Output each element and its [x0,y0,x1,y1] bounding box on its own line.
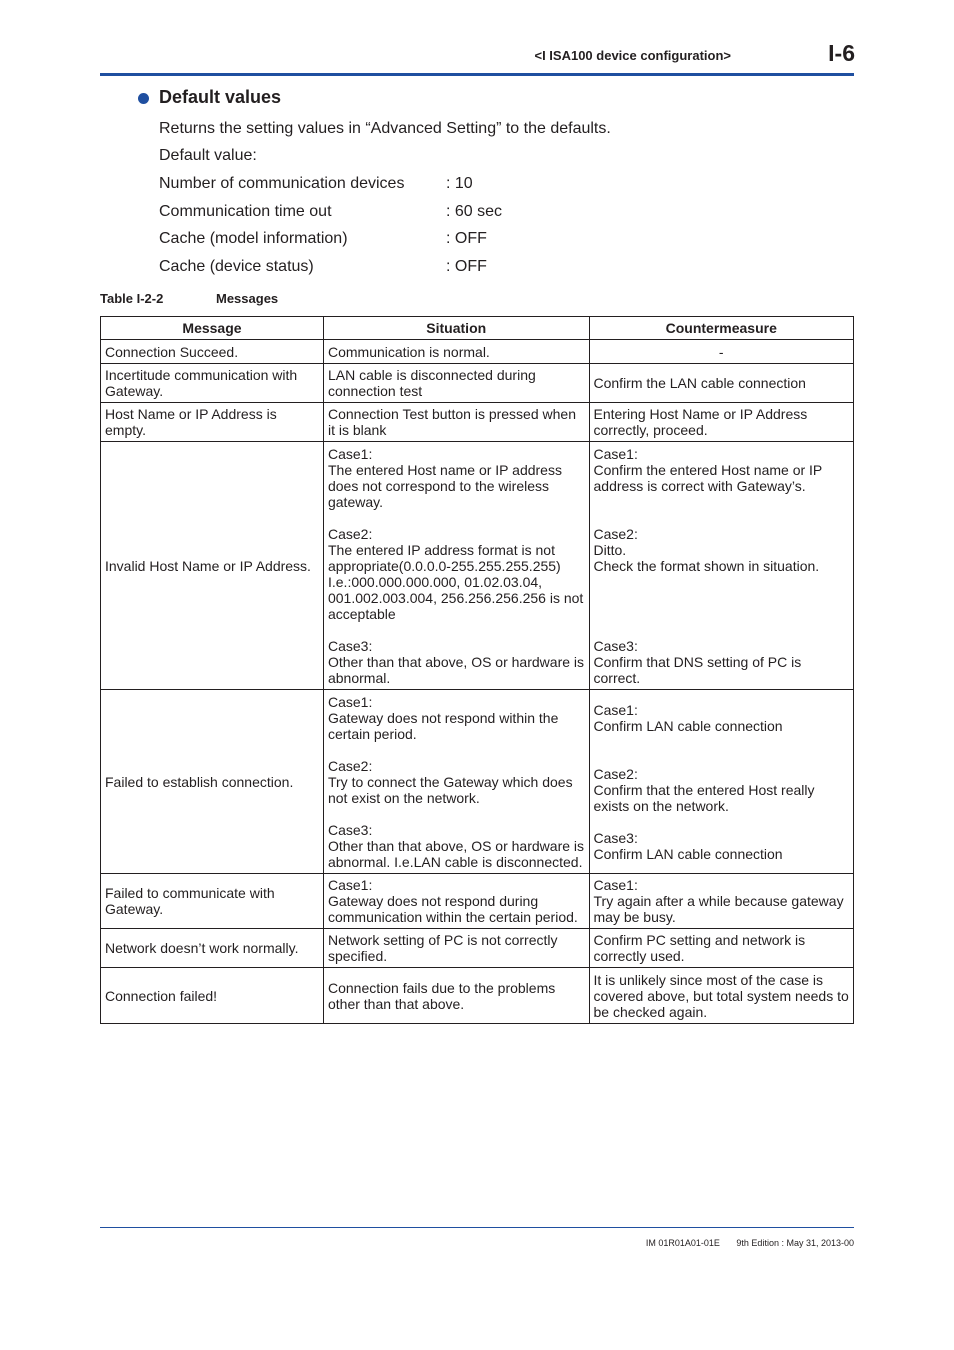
page-number: I-6 [828,40,855,66]
default-name: Cache (model information) [159,230,348,247]
default-name: Communication time out [159,203,332,220]
countermeasure-cell: Case1: Confirm LAN cable connection Case2: Confirm that the entered Host really exists on the network. Case3: Confirm LAN cable connection [589,690,854,874]
situation-cell: Case1: The entered Host name or IP address does not correspond to the wireless gateway. Case2: The entered IP address format is not appropriate(0.0.0.0-255.255.255.255) I.e.:000.000.000.000, 01.02.03.04, 001.002.003.004, 256.256.256.256 is not acceptable Case3: Other than that above, OS or hardware is abnormal. [323,442,589,690]
default-value: : OFF [446,230,487,247]
situation-cell: LAN cable is disconnected during connection test [323,364,589,403]
default-value: : 60 sec [446,203,503,220]
countermeasure-cell: Case1: Try again after a while because gateway may be busy. [589,874,854,929]
table-header-row [101,317,854,340]
footer-doc-id: IM 01R01A01-01E [645,1238,720,1248]
messages-table [100,316,854,1024]
countermeasure-cell: Confirm PC setting and network is correctly used. [589,929,854,968]
column-header-countermeasure: Countermeasure [589,317,854,340]
table-row [101,690,854,874]
message-cell: Connection Succeed. [101,340,324,364]
table-row [101,364,854,403]
table-row [101,403,854,442]
message-cell: Host Name or IP Address is empty. [101,403,324,442]
column-header-message: Message [101,317,324,340]
default-value-label: Default value: [159,147,257,164]
default-name: Cache (device status) [159,258,314,275]
situation-cell: Communication is normal. [323,340,589,364]
default-name: Number of communication devices [159,175,405,192]
countermeasure-cell: Confirm the LAN cable connection [589,364,854,403]
page-header-title: <I ISA100 device configuration> [534,48,731,63]
situation-cell: Connection Test button is pressed when it is blank [323,403,589,442]
default-value: : 10 [446,175,473,192]
section-description: Returns the setting values in “Advanced Setting” to the defaults. [159,120,611,137]
countermeasure-cell: It is unlikely since most of the case is covered above, but total system needs to be checked again. [589,968,854,1024]
table-caption-number: Table I-2-2 [100,291,164,306]
table-row [101,968,854,1024]
countermeasure-cell: Entering Host Name or IP Address correctly, proceed. [589,403,854,442]
situation-cell: Network setting of PC is not correctly specified. [323,929,589,968]
default-value: : OFF [446,258,487,275]
situation-cell: Connection fails due to the problems other than that above. [323,968,589,1024]
situation-cell: Case1: Gateway does not respond during communication within the certain period. [323,874,589,929]
table-row [101,874,854,929]
message-cell: Invalid Host Name or IP Address. [101,442,324,690]
page-footer [632,1238,854,1248]
countermeasure-cell: Case1: Confirm the entered Host name or IP address is correct with Gateway’s. Case2: Ditto. Check the format shown in situation. Case3: Confirm that DNS setting of PC is correct. [589,442,854,690]
message-cell: Failed to establish connection. [101,690,324,874]
table-row [101,442,854,690]
situation-cell: Case1: Gateway does not respond within the certain period. Case2: Try to connect the Gateway which does not exist on the network. Case3: Other than that above, OS or hardware is abnormal. I.e.LAN cable is disconnected. [323,690,589,874]
footer-rule [100,1227,854,1228]
bullet-icon [138,93,149,104]
countermeasure-cell: - [589,340,854,364]
table-caption-title: Messages [216,291,279,306]
table-row [101,929,854,968]
message-cell: Connection failed! [101,968,324,1024]
message-cell: Network doesn’t work normally. [101,929,324,968]
header-rule [100,73,854,76]
table-row [101,340,854,364]
message-cell: Failed to communicate with Gateway. [101,874,324,929]
footer-edition: 9th Edition : May 31, 2013-00 [736,1238,854,1248]
message-cell: Incertitude communication with Gateway. [101,364,324,403]
column-header-situation: Situation [323,317,589,340]
section-title: Default values [159,87,282,107]
